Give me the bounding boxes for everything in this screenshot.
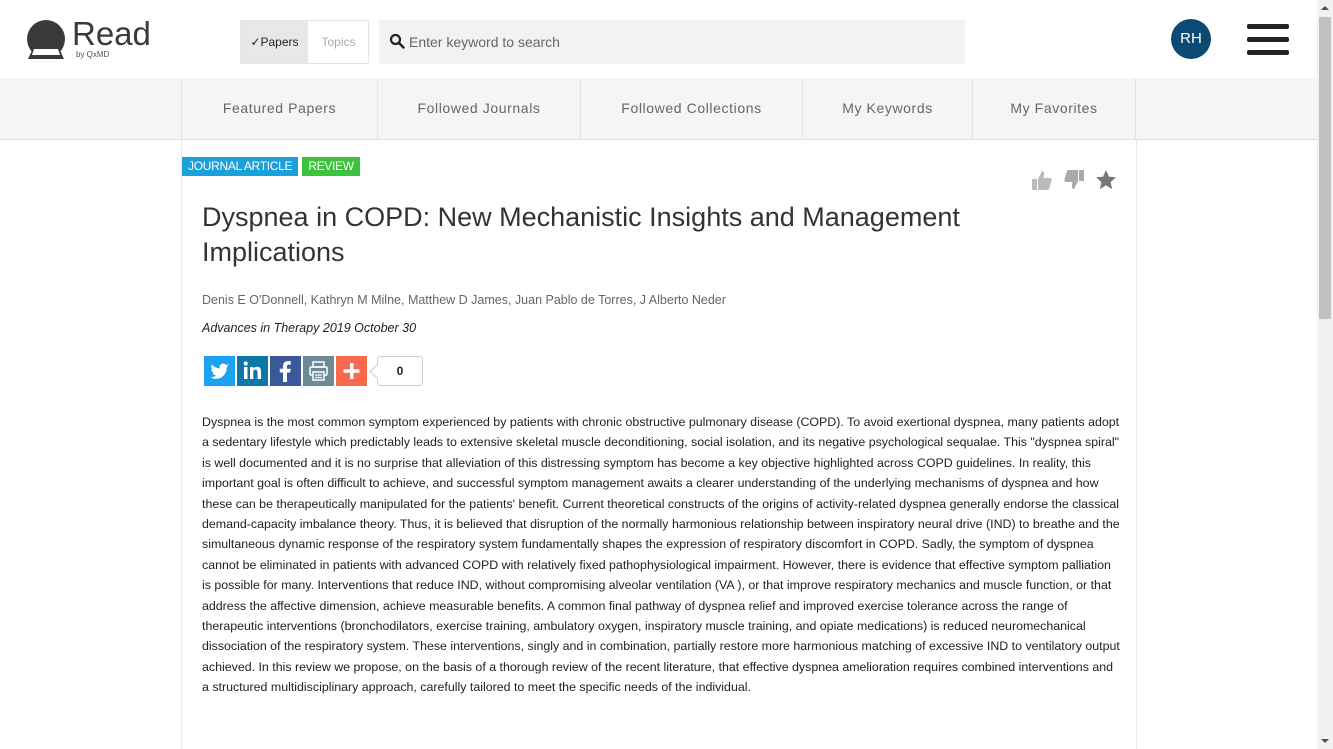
nav-my-favorites[interactable]: My Favorites [972, 78, 1136, 139]
article-abstract: Dyspnea is the most common symptom experienced by patients with chronic obstructive pulmonary disease (COPD). To avoid exertional dyspnea, many patients adopt a sedentary lifestyle which predictably leads to extensive skeletal muscle deconditioning, social isolation, and its negative psychological sequalae. This "dyspnea spiral" is well documented and it is no surprise that alleviation of this distressing symptom has become a key objective highlighted across COPD guidelines. In reality, this important goal is often difficult to achieve, and successful symptom management awaits a clearer understanding of the underlying mechanisms of dyspnea and how these can be therapeutically manipulated for the patients' benefit. Current theoretical constructs of the origins of activity-related dyspnea generally endorse the classical demand-capacity imbalance theory. Thus, it is believed that disruption of the normally harmonious relationship between inspiratory neural drive (IND) to breathe and the simultaneous dynamic response of the respiratory system fundamentally shapes the expression of respiratory discomfort in COPD. Sadly, the symptom of dyspnea cannot be eliminated in patients with advanced COPD with relatively fixed pathophysiological impairment. However, there is evidence that effective symptom palliation is possible for many. Interventions that reduce IND, without compromising alveolar ventilation (VA ), or that improve respiratory mechanics and muscle function, or that address the affective dimension, achieve measurable benefits. A common final pathway of dyspnea relief and improved exercise tolerance across the range of therapeutic interventions (bronchodilators, exercise training, ambulatory oxygen, inspiratory muscle training, and opiate medications) is reduced neuromechanical dissociation of the respiratory system. These interventions, singly and in combination, partially restore more harmonious matching of excessive IND to ventilatory output achieved. In this review we propose, on the basis of a thorough review of the recent literature, that effective dyspnea amelioration requires combined interventions and a structured multidisciplinary approach, carefully tailored to meet the specific needs of the individual. [202, 415, 1120, 695]
top-header [0, 0, 1317, 78]
article-authors[interactable]: Denis E O'Donnell, Kathryn M Milne, Matthew D James, Juan Pablo de Torres, J Alberto Neder [202, 293, 726, 307]
papers-mode-button[interactable]: ✓Papers [241, 21, 308, 63]
article-badges [182, 157, 360, 176]
linkedin-icon[interactable] [237, 356, 268, 386]
plus-icon[interactable] [336, 356, 367, 386]
scroll-up-icon[interactable] [1317, 0, 1333, 16]
article-journal[interactable]: Advances in Therapy 2019 October 30 [202, 321, 417, 335]
section-nav [0, 78, 1317, 140]
brand-sub: by QxMD [76, 50, 110, 59]
brand-logo[interactable] [26, 17, 161, 61]
logo-mark-icon [26, 19, 66, 59]
facebook-icon[interactable] [270, 356, 301, 386]
twitter-icon[interactable] [204, 356, 235, 386]
journal-article-badge: JOURNAL ARTICLE [182, 157, 298, 176]
share-bar [204, 356, 423, 386]
review-badge: REVIEW [302, 157, 360, 176]
search-icon [389, 33, 405, 49]
article-actions [1030, 168, 1118, 192]
nav-my-keywords[interactable]: My Keywords [802, 78, 972, 139]
page-scrollbar[interactable] [1317, 0, 1333, 749]
scroll-thumb[interactable] [1319, 17, 1331, 319]
nav-followed-journals[interactable]: Followed Journals [377, 78, 580, 139]
user-avatar[interactable]: RH [1171, 19, 1211, 59]
print-icon[interactable] [303, 356, 334, 386]
search-input[interactable] [409, 20, 949, 64]
thumbs-up-icon[interactable] [1030, 168, 1054, 192]
search-box [379, 20, 965, 64]
article-panel [181, 140, 1137, 749]
topics-mode-button[interactable]: Topics [321, 35, 356, 49]
brand-name: Read [72, 15, 151, 52]
thumbs-down-icon[interactable] [1062, 168, 1086, 192]
scroll-down-icon[interactable] [1317, 733, 1333, 749]
article-title: Dyspnea in COPD: New Mechanistic Insights and Management Implications [202, 202, 960, 267]
nav-followed-collections[interactable]: Followed Collections [580, 78, 802, 139]
share-count: 0 [377, 356, 423, 386]
nav-featured-papers[interactable]: Featured Papers [181, 78, 377, 139]
star-icon[interactable] [1094, 168, 1118, 192]
search-mode-toggle [240, 20, 369, 64]
hamburger-icon[interactable] [1247, 22, 1289, 58]
